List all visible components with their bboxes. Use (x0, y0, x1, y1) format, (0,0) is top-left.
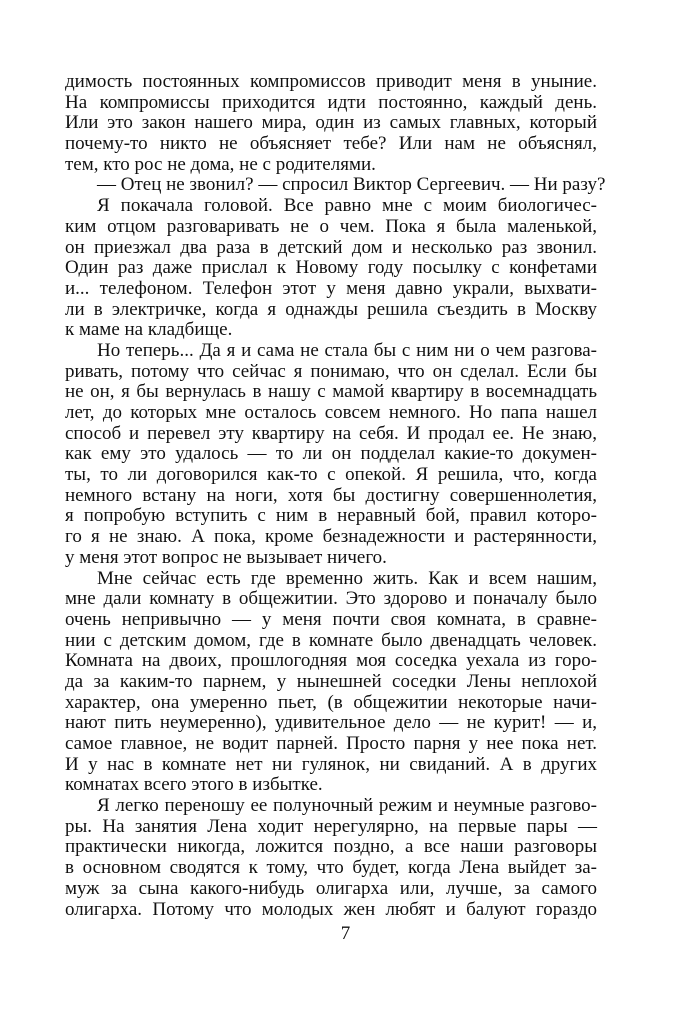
text-line: к маме на кладбище. (65, 319, 233, 341)
text-line: нии с детским домом, где в комнате было двенадцать человек. (65, 629, 597, 651)
text-line: практически никогда, ложится поздно, а все наши разговоры (65, 836, 597, 858)
text-line: ким отцом разговаривать не о чем. Пока я была маленькой, (65, 215, 597, 237)
text-line: тем, кто рос не дома, не с родителями. (65, 153, 376, 175)
text-line: ривать, потому что сейчас я понимаю, что он сделал. Если бы (65, 360, 597, 382)
text-line: Я легко переношу ее полуночный режим и неумные разгово- (97, 795, 597, 817)
text-line: немного встану на ноги, хотя бы достигну совершеннолетия, (65, 484, 597, 506)
text-line: го я не знаю. А пока, кроме безнадежности и растерянности, (65, 526, 597, 548)
text-line: ры. На занятия Лена ходит нерегулярно, на первые пары — (65, 815, 597, 837)
text-line: Но теперь... Да я и сама не стала бы с ним ни о чем разгова- (97, 339, 597, 361)
text-line: олигарха. Потому что молодых жен любят и балуют гораздо (65, 898, 597, 920)
text-line: И у нас в комнате нет ни гулянок, ни свиданий. А в других (65, 753, 597, 775)
text-line: мне дали комнату в общежитии. Это здорово и поначалу было (65, 588, 597, 610)
text-line: На компромиссы приходится идти постоянно, каждый день. (65, 91, 597, 113)
text-line: почему-то никто не объясняет тебе? Или нам не объяснял, (65, 133, 597, 155)
page-text (65, 71, 606, 920)
text-line: в основном сводятся к тому, что будет, когда Лена выйдет за- (65, 857, 597, 879)
text-line: у меня этот вопрос не вызывает ничего. (65, 546, 387, 568)
text-line: да за каким-то парнем, у нынешней соседки Лены неплохой (65, 670, 597, 692)
text-line: комнатах всего этого в избытке. (65, 774, 323, 796)
text-line: как ему это удалось — то ли он подделал какие-то докумен- (65, 443, 597, 465)
text-line: ты, то ли договорился как-то с опекой. Я решила, что, когда (65, 464, 597, 486)
text-line: я попробую вступить с ним в неравный бой, правил которо- (65, 505, 597, 527)
text-line: он приезжал два раза в детский дом и несколько раз звонил. (65, 236, 597, 258)
text-line: способ и перевел эту квартиру на себя. И продал ее. Не знаю, (65, 422, 597, 444)
text-line: Один раз даже прислал к Новому году посылку с конфетами (65, 257, 597, 279)
text-line: очень непривычно — у меня почти своя комната, в сравне- (65, 608, 597, 630)
text-line: и... телефоном. Телефон этот у меня давно украли, выхвати- (65, 277, 597, 299)
text-line: Мне сейчас есть где временно жить. Как и всем нашим, (97, 567, 597, 589)
text-line: Или это закон нашего мира, один из самых главных, который (65, 112, 597, 134)
text-line: ли в электричке, когда я однажды решила съездить в Москву (65, 298, 597, 320)
text-line: димость постоянных компромиссов приводит меня в уныние. (65, 71, 597, 92)
text-line: Комната на двоих, прошлогодняя моя соседка уехала из горо- (65, 650, 597, 672)
text-line: Я покачала головой. Все равно мне с моим биологичес- (97, 195, 597, 217)
text-line: нают пить неумеренно), удивительное дело — не курит! — и, (65, 712, 597, 734)
text-line: муж за сына какого-нибудь олигарха или, лучше, за самого (65, 877, 597, 899)
text-line: самое главное, не водит парней. Просто парня у нее пока нет. (65, 733, 597, 754)
page-number: 7 (340, 923, 351, 944)
text-line: — Отец не звонил? — спросил Виктор Сергеевич. — Ни разу? (97, 174, 606, 196)
text-line: характер, она умеренно пьет, (в общежитии некоторые начи- (65, 691, 597, 713)
text-line: не он, я бы вернулась в нашу с мамой квартиру в восемнадцать (65, 381, 597, 403)
text-line: лет, до которых мне осталось совсем немного. Но папа нашел (65, 402, 597, 423)
